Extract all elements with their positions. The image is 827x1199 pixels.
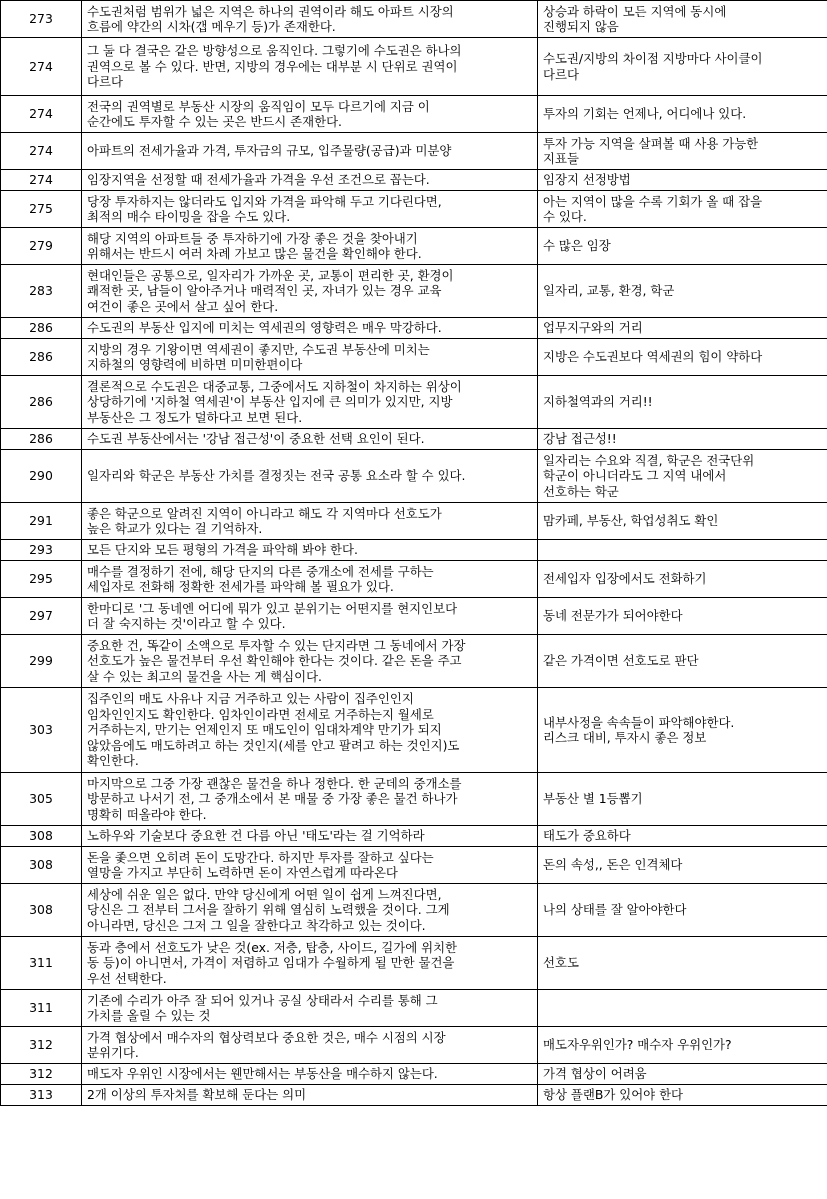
page-number-cell: 293 bbox=[1, 540, 82, 561]
table-row bbox=[1, 540, 827, 561]
note-cell: 돈의 속성,, 돈은 인격체다 bbox=[538, 847, 827, 884]
table-row bbox=[1, 1027, 827, 1064]
page-number-cell: 275 bbox=[1, 191, 82, 228]
note-cell: 같은 가격이면 선호도로 판단 bbox=[538, 635, 827, 688]
note-cell: 나의 상태를 잘 알아야한다 bbox=[538, 884, 827, 937]
page-number-cell: 286 bbox=[1, 429, 82, 450]
quote-cell: 일자리와 학군은 부동산 가치를 결정짓는 전국 공통 요소라 할 수 있다. bbox=[82, 450, 538, 503]
quote-cell: 동과 층에서 선호도가 낮은 것(ex. 저층, 탑층, 사이드, 길가에 위치한 동 등)이 아니면서, 가격이 저렴하고 임대가 수월하게 될 만한 물건을 우선 선택한다. bbox=[82, 937, 538, 990]
note-cell: 상승과 하락이 모든 지역에 동시에 진행되지 않음 bbox=[538, 1, 827, 38]
quote-cell: 수도권 부동산에서는 '강남 접근성'이 중요한 선택 요인이 된다. bbox=[82, 429, 538, 450]
note-cell: 가격 협상이 어려움 bbox=[538, 1064, 827, 1085]
table-row bbox=[1, 773, 827, 826]
page-number-cell: 274 bbox=[1, 38, 82, 96]
table-row bbox=[1, 847, 827, 884]
note-cell: 투자 가능 지역을 살펴볼 때 사용 가능한 지표들 bbox=[538, 133, 827, 170]
quote-cell: 가격 협상에서 매수자의 협상력보다 중요한 것은, 매수 시점의 시장 분위기다. bbox=[82, 1027, 538, 1064]
note-cell: 내부사정을 속속들이 파악해야한다. 리스크 대비, 투자시 좋은 정보 bbox=[538, 688, 827, 773]
quote-cell: 세상에 쉬운 일은 없다. 만약 당신에게 어떤 일이 쉽게 느껴진다면, 당신은 그 전부터 그서을 잘하기 위해 열심히 노력했을 것이다. 그게 아니라면, 당신은 그저 그 일을 잘한다고 착각하고 있는 것이다. bbox=[82, 884, 538, 937]
page-number-cell: 290 bbox=[1, 450, 82, 503]
table-row bbox=[1, 688, 827, 773]
page-number-cell: 308 bbox=[1, 847, 82, 884]
note-cell: 전세입자 입장에서도 전화하기 bbox=[538, 561, 827, 598]
table-row bbox=[1, 635, 827, 688]
page-number-cell: 273 bbox=[1, 1, 82, 38]
quote-cell: 전국의 권역별로 부동산 시장의 움직임이 모두 다르기에 지금 이 순간에도 투자할 수 있는 곳은 반드시 존재한다. bbox=[82, 96, 538, 133]
table-row bbox=[1, 503, 827, 540]
page-number-cell: 308 bbox=[1, 884, 82, 937]
note-cell: 수 많은 임장 bbox=[538, 228, 827, 265]
page-number-cell: 274 bbox=[1, 170, 82, 191]
note-cell: 매도자우위인가? 매수자 우위인가? bbox=[538, 1027, 827, 1064]
quote-cell: 아파트의 전세가율과 가격, 투자금의 규모, 입주물량(공급)과 미분양 bbox=[82, 133, 538, 170]
quote-cell: 돈을 좇으면 오히려 돈이 도망간다. 하지만 투자를 잘하고 싶다는 열망을 가지고 부단히 노력하면 돈이 자연스럽게 따라온다 bbox=[82, 847, 538, 884]
table-row bbox=[1, 1085, 827, 1106]
quote-cell: 매수를 결정하기 전에, 해당 단지의 다른 중개소에 전세를 구하는 세입자로 전화해 정확한 전세가를 파악해 볼 필요가 있다. bbox=[82, 561, 538, 598]
page-number-cell: 308 bbox=[1, 826, 82, 847]
quote-cell: 수도권의 부동산 입지에 미치는 역세권의 영향력은 매우 막강하다. bbox=[82, 318, 538, 339]
table-row bbox=[1, 429, 827, 450]
table-row bbox=[1, 826, 827, 847]
page-number-cell: 295 bbox=[1, 561, 82, 598]
quote-cell: 결론적으로 수도권은 대중교통, 그중에서도 지하철이 차지하는 위상이 상당하기에 '지하철 역세권'이 부동산 입지에 큰 의미가 있지만, 지방 부동산은 그 정도가 덜하다고 보면 된다. bbox=[82, 376, 538, 429]
table-row bbox=[1, 376, 827, 429]
quote-cell: 한마디로 '그 동네엔 어디에 뭐가 있고 분위기는 어떤지를 현지인보다 더 잘 숙지하는 것'이라고 할 수 있다. bbox=[82, 598, 538, 635]
table-row bbox=[1, 38, 827, 96]
table-row bbox=[1, 170, 827, 191]
page-number-cell: 313 bbox=[1, 1085, 82, 1106]
note-cell: 태도가 중요하다 bbox=[538, 826, 827, 847]
note-cell: 맘카페, 부동산, 학업성취도 확인 bbox=[538, 503, 827, 540]
quote-cell: 모든 단지와 모든 평형의 가격을 파악해 봐야 한다. bbox=[82, 540, 538, 561]
quote-cell: 당장 투자하지는 않더라도 입지와 가격을 파악해 두고 기다린다면, 최적의 매수 타이밍을 잡을 수도 있다. bbox=[82, 191, 538, 228]
note-cell: 항상 플랜B가 있어야 한다 bbox=[538, 1085, 827, 1106]
note-cell bbox=[538, 990, 827, 1027]
page-number-cell: 274 bbox=[1, 96, 82, 133]
note-cell: 일자리는 수요와 직결, 학군은 전국단위 학군이 아니더라도 그 지역 내에서 선호하는 학군 bbox=[538, 450, 827, 503]
note-cell: 지하철역과의 거리!! bbox=[538, 376, 827, 429]
page-number-cell: 291 bbox=[1, 503, 82, 540]
page-number-cell: 286 bbox=[1, 339, 82, 376]
note-cell bbox=[538, 540, 827, 561]
quote-cell: 집주인의 매도 사유나 지금 거주하고 있는 사람이 집주인인지 임차인인지도 확인한다. 임차인이라면 전세로 거주하는지 월세로 거주하는지, 만기는 언제인지 또 매도인이 임대차계약 만기가 되지 않았음에도 매도하려고 하는 것인지(세를 안고 팔려고 하는 것인지)도 확인한다. bbox=[82, 688, 538, 773]
note-cell: 업무지구와의 거리 bbox=[538, 318, 827, 339]
note-cell: 일자리, 교통, 환경, 학군 bbox=[538, 265, 827, 318]
quote-cell: 현대인들은 공통으로, 일자리가 가까운 곳, 교통이 편리한 곳, 환경이 쾌적한 곳, 남들이 알아주거나 매력적인 곳, 자녀가 있는 경우 교육 여건이 좋은 곳에서 살고 싶어 한다. bbox=[82, 265, 538, 318]
page-number-cell: 283 bbox=[1, 265, 82, 318]
note-cell: 임장지 선정방법 bbox=[538, 170, 827, 191]
page-number-cell: 274 bbox=[1, 133, 82, 170]
note-cell: 선호도 bbox=[538, 937, 827, 990]
page-number-cell: 299 bbox=[1, 635, 82, 688]
quote-cell: 해당 지역의 아파트들 중 투자하기에 가장 좋은 것을 찾아내기 위해서는 반드시 여러 차례 가보고 많은 물건을 확인해야 한다. bbox=[82, 228, 538, 265]
table-row bbox=[1, 1064, 827, 1085]
table-row bbox=[1, 228, 827, 265]
table-row bbox=[1, 937, 827, 990]
page-number-cell: 312 bbox=[1, 1027, 82, 1064]
quote-cell: 중요한 건, 똑같이 소액으로 투자할 수 있는 단지라면 그 동네에서 가장 선호도가 높은 물건부터 우선 확인해야 한다는 것이다. 같은 돈을 주고 살 수 있는 최고의 물건을 사는 게 핵심이다. bbox=[82, 635, 538, 688]
page-number-cell: 311 bbox=[1, 937, 82, 990]
table-row bbox=[1, 1, 827, 38]
quote-cell: 매도자 우위인 시장에서는 웬만해서는 부동산을 매수하지 않는다. bbox=[82, 1064, 538, 1085]
quote-cell: 2개 이상의 투자처를 확보해 둔다는 의미 bbox=[82, 1085, 538, 1106]
table-row bbox=[1, 191, 827, 228]
page-number-cell: 305 bbox=[1, 773, 82, 826]
note-cell: 수도권/지방의 차이점 지방마다 사이클이 다르다 bbox=[538, 38, 827, 96]
table-row bbox=[1, 561, 827, 598]
page-number-cell: 312 bbox=[1, 1064, 82, 1085]
table-row bbox=[1, 990, 827, 1027]
note-cell: 부동산 별 1등뽑기 bbox=[538, 773, 827, 826]
quote-cell: 지방의 경우 기왕이면 역세권이 좋지만, 수도권 부동산에 미치는 지하철의 영향력에 비하면 미미한편이다 bbox=[82, 339, 538, 376]
page-number-cell: 311 bbox=[1, 990, 82, 1027]
notes-table-body bbox=[1, 1, 827, 1106]
note-cell: 지방은 수도권보다 역세권의 힘이 약하다 bbox=[538, 339, 827, 376]
page-number-cell: 279 bbox=[1, 228, 82, 265]
quote-cell: 마지막으로 그중 가장 괜찮은 물건을 하나 정한다. 한 군데의 중개소를 방문하고 나서기 전, 그 중개소에서 본 매물 중 가장 좋은 물건 하나가 명확히 떠올라야 한다. bbox=[82, 773, 538, 826]
quote-cell: 기존에 수리가 아주 잘 되어 있거나 공실 상태라서 수리를 통해 그 가치를 올릴 수 있는 것 bbox=[82, 990, 538, 1027]
table-row bbox=[1, 318, 827, 339]
page-number-cell: 303 bbox=[1, 688, 82, 773]
table-row bbox=[1, 265, 827, 318]
table-row bbox=[1, 884, 827, 937]
note-cell: 강남 접근성!! bbox=[538, 429, 827, 450]
note-cell: 투자의 기회는 언제나, 어디에나 있다. bbox=[538, 96, 827, 133]
quote-cell: 그 둘 다 결국은 같은 방향성으로 움직인다. 그렇기에 수도권은 하나의 권역으로 볼 수 있다. 반면, 지방의 경우에는 대부분 시 단위로 권역이 다르다 bbox=[82, 38, 538, 96]
quote-cell: 임장지역을 선정할 때 전세가율과 가격을 우선 조건으로 꼽는다. bbox=[82, 170, 538, 191]
table-row bbox=[1, 598, 827, 635]
table-row bbox=[1, 450, 827, 503]
page-number-cell: 286 bbox=[1, 318, 82, 339]
note-cell: 동네 전문가가 되어야한다 bbox=[538, 598, 827, 635]
note-cell: 아는 지역이 많을 수록 기회가 올 때 잡을 수 있다. bbox=[538, 191, 827, 228]
quote-cell: 수도권처럼 범위가 넓은 지역은 하나의 권역이라 해도 아파트 시장의 흐름에 약간의 시차(갭 메우기 등)가 존재한다. bbox=[82, 1, 538, 38]
table-row bbox=[1, 133, 827, 170]
page-number-cell: 286 bbox=[1, 376, 82, 429]
quote-cell: 노하우와 기술보다 중요한 건 다름 아닌 '태도'라는 걸 기억하라 bbox=[82, 826, 538, 847]
page-number-cell: 297 bbox=[1, 598, 82, 635]
table-row bbox=[1, 96, 827, 133]
table-row bbox=[1, 339, 827, 376]
quote-cell: 좋은 학군으로 알려진 지역이 아니라고 해도 각 지역마다 선호도가 높은 학교가 있다는 걸 기억하자. bbox=[82, 503, 538, 540]
